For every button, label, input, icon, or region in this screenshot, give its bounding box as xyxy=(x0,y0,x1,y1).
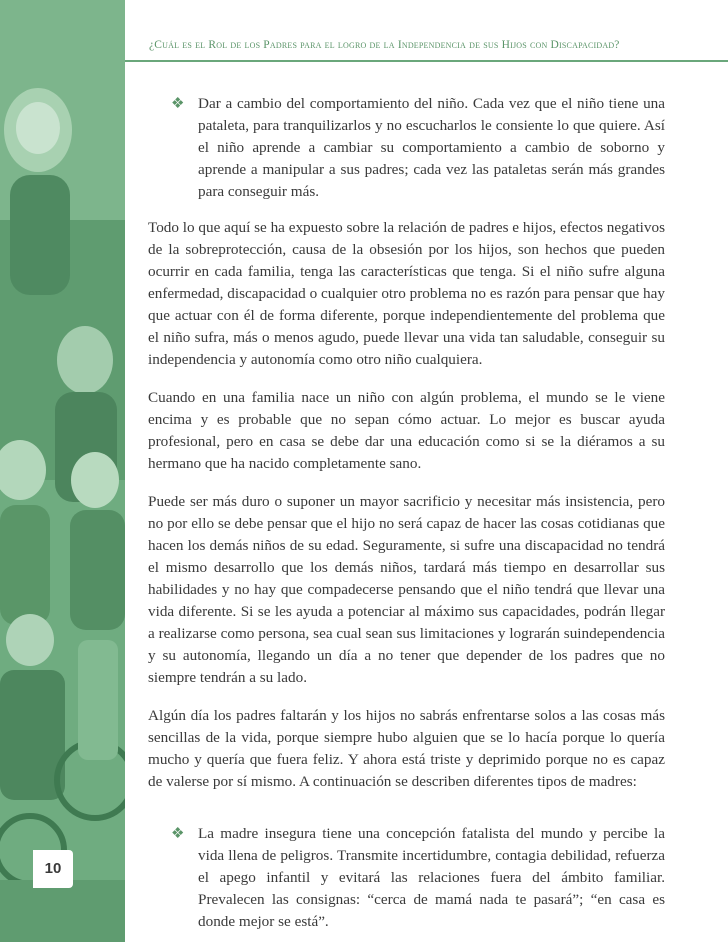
body-paragraph: Algún día los padres faltarán y los hijos no sabrás enfrentarse solos a las cosas más sencillas de la vida, porque siempre hubo alguien que se lo hacía porque lo quería mucho y quería que fuera feliz. Y ahora está triste y deprimido porque no es capaz de valerse por sí mismo. A continuación se describen diferentes tipos de madres: xyxy=(148,707,665,790)
children-photo-image xyxy=(0,0,125,942)
body-paragraph: Puede ser más duro o suponer un mayor sacrificio y necesitar más insistencia, pero no por ello se debe pensar que el hijo no será capaz de hacer las cosas cotidianas que hacen los demás niños de su edad. Seguramente, si sufre una discapacidad no tendrá el mismo desarrollo que los demás niños, tardará más tiempo en desarrollar sus habilidades y no hay que compadecerse pensando que el niño tendrá que llevar una vida diferente. Si se les ayuda a potenciar al máximo sus capacidades, podrán llegar a realizarse como persona, sea cual sean sus limitaciones y lograrán suindependencia y su autonomía, llegando un día a no tener que depender de los padres que no siempre tendrán a su lado. xyxy=(148,493,665,686)
header-rule xyxy=(125,60,728,62)
bullet-text: La madre insegura tiene una concepción fatalista del mundo y percibe la vida llena de peligros. Transmite incertidumbre, contagia debilidad, refuerza el apego infantil y evitará las relaciones fuera del ámbito familiar. Prevalecen las consignas: “cerca de mamá nada te pasará”; “en casa es donde mejor se está”. xyxy=(198,825,665,930)
running-header-title: ¿Cuál es el Rol de los Padres para el logro de la Independencia de sus Hijos con Discapacidad? xyxy=(149,39,620,51)
bullet-item xyxy=(148,93,665,203)
page-number: 10 xyxy=(33,850,73,888)
body-paragraph: Cuando en una familia nace un niño con algún problema, el mundo se le viene encima y es probable que no sepan cómo actuar. Lo mejor es buscar ayuda profesional, pero en casa se debe dar una educación como si se la diéramos a su hermano que ha nacido completamente sano. xyxy=(148,389,665,472)
diamond-bullet-icon: ❖ xyxy=(171,96,185,112)
sidebar-photo xyxy=(0,0,125,942)
bullet-item xyxy=(148,823,665,933)
bullet-text: Dar a cambio del comportamiento del niño. Cada vez que el niño tiene una pataleta, para tranquilizarlos y no escucharlos le consiente lo que quiere. Así el niño aprende a cambiar su comportamiento a cambio de soborno y aprende a manipular a sus padres; cada vez las pataletas serán más grandes para conseguir más. xyxy=(198,95,665,200)
page-body xyxy=(148,93,665,933)
diamond-bullet-icon: ❖ xyxy=(171,826,185,842)
body-paragraph: Todo lo que aquí se ha expuesto sobre la relación de padres e hijos, efectos negativos de la sobreprotección, causa de la obsesión por los hijos, son hechos que pueden ocurrir en cada familia, tenga las características que tenga. Si el niño sufre alguna enfermedad, discapacidad o cualquier otro problema no es razón para pensar que hay que actuar con él de forma diferente, porque independientemente del problema que el niño sufra, más o menos agudo, puede llevar una vida tan saludable, conseguir su independencia y autonomía como otro niño cualquiera. xyxy=(148,219,665,368)
